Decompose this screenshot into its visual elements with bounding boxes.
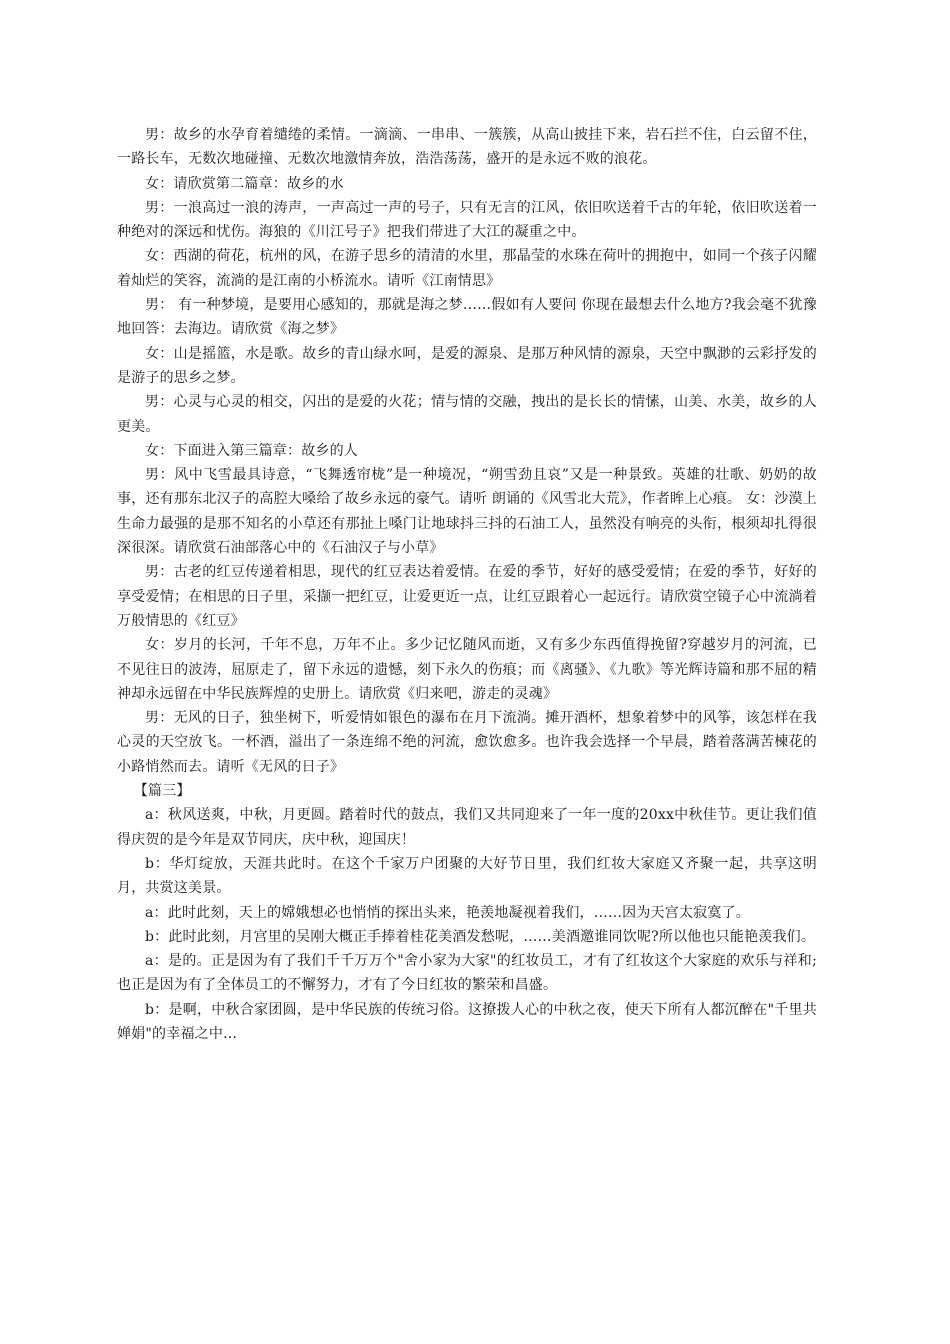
paragraph-5: 男： 有一种梦境，是要用心感知的，那就是海之梦……假如有人要问 你现在最想去什么地方?我会毫不犹豫地回答：去海边。请欣赏《海之梦》 [117, 297, 817, 338]
paragraph-17: b：此时此刻，月宫里的吴刚大概正手捧着桂花美酒发愁呢，……美酒邀谁同饮呢?所以他也只能艳羡我们。 [145, 928, 816, 945]
paragraph-9: 男：风中飞雪最具诗意，“飞舞透帘栊”是一种境况，“朔雪劲且哀”又是一种景致。英雄的壮歌、奶奶的故事，还有那东北汉子的高腔大嗓给了故乡永远的豪气。请听 朗诵的《风雪北大荒》，作者眸上心痕。 女：沙漠上生命力最强的是那不知名的小草还有那扯上嗓门让地球抖三抖的石油工人，虽然没有响亮的头衔，根须却扎得很深很深。请欣赏石油部落心中的《石油汉子与小草》 [117, 467, 817, 557]
paragraph-11: 女：岁月的长河，千年不息，万年不止。多少记忆随风而逝，又有多少东西值得挽留?穿越岁月的河流，已不见往日的波涛，屈原走了，留下永远的遗憾，刻下永久的伤痕；而《离骚》、《九歌》等光辉诗篇和那不屈的精神却永远留在中华民族辉煌的史册上。请欣赏《归来吧，游走的灵魂》 [117, 637, 817, 702]
paragraph-19: b：是啊，中秋合家团圆，是中华民族的传统习俗。这撩拨人心的中秋之夜，使天下所有人都沉醉在"千里共婵娟"的幸福之中… [117, 1001, 817, 1042]
paragraph-12: 男：无风的日子，独坐树下，听爱情如银色的瀑布在月下流淌。摊开酒杯，想象着梦中的风筝，该怎样在我心灵的天空放飞。一杯酒，溢出了一条连绵不绝的河流，愈饮愈多。也许我会选择一个早晨，踏着落满苦楝花的小路悄然而去。请听《无风的日子》 [117, 710, 817, 775]
paragraph-7: 男：心灵与心灵的相交，闪出的是爱的火花；情与情的交融，拽出的是长长的情愫，山美、水美，故乡的人更美。 [117, 394, 817, 435]
paragraph-15: b：华灯绽放，天涯共此时。在这个千家万户团聚的大好节日里，我们红妆大家庭又齐聚一起，共享这明月，共赏这美景。 [117, 855, 817, 897]
paragraph-18: a：是的。正是因为有了我们千千万万个"舍小家为大家"的红妆员工，才有了红妆这个大家庭的欢乐与祥和;也正是因为有了全体员工的不懈努力，才有了今日红妆的繁荣和昌盛。 [117, 953, 817, 994]
paragraph-16: a：此时此刻，天上的嫦娥想必也悄悄的探出头来，艳羡地凝视着我们，……因为天宫太寂寞了。 [145, 904, 750, 921]
document-page [117, 123, 817, 1046]
paragraph-2: 女：请欣赏第二篇章：故乡的水 [145, 175, 344, 192]
paragraph-1: 男：故乡的水孕育着缱绻的柔情。一滴滴、一串串、一簇簇，从高山披挂下来，岩石拦不住，白云留不住，一路长车，无数次地碰撞、无数次地激情奔放，浩浩荡荡，盛开的是永远不败的浪花。 [117, 127, 817, 168]
paragraph-10: 男：古老的红豆传递着相思，现代的红豆表达着爱情。在爱的季节，好好的感受爱情；在爱的季节，好好的享受爱情；在相思的日子里，采撷一把红豆，让爱更近一点，让红豆跟着心一起远行。请欣赏空镜子心中流淌着万般情思的《红豆》 [117, 564, 817, 629]
paragraph-6: 女：山是摇篮，水是歌。故乡的青山绿水呵，是爱的源泉、是那万种风情的源泉，天空中飘渺的云彩抒发的是游子的思乡之梦。 [117, 345, 817, 386]
paragraph-4: 女：西湖的荷花，杭州的风，在游子思乡的清清的水里，那晶莹的水珠在荷叶的拥抱中，如同一个孩子闪耀着灿烂的笑容，流淌的是江南的小桥流水。请听《江南情思》 [117, 248, 817, 289]
paragraph-3: 男：一浪高过一浪的涛声，一声高过一声的号子，只有无言的江风，依旧吹送着千古的年轮，依旧吹送着一种绝对的深远和忧伤。海狼的《川江号子》把我们带进了大江的凝重之中。 [117, 199, 817, 241]
section-heading: 【篇三】 [133, 783, 191, 800]
paragraph-8: 女：下面进入第三篇章：故乡的人 [145, 442, 358, 459]
paragraph-14: a：秋风送爽，中秋，月更圆。踏着时代的鼓点，我们又共同迎来了一年一度的20xx中秋佳节。更让我们值得庆贺的是今年是双节同庆，庆中秋，迎国庆！ [117, 807, 817, 848]
